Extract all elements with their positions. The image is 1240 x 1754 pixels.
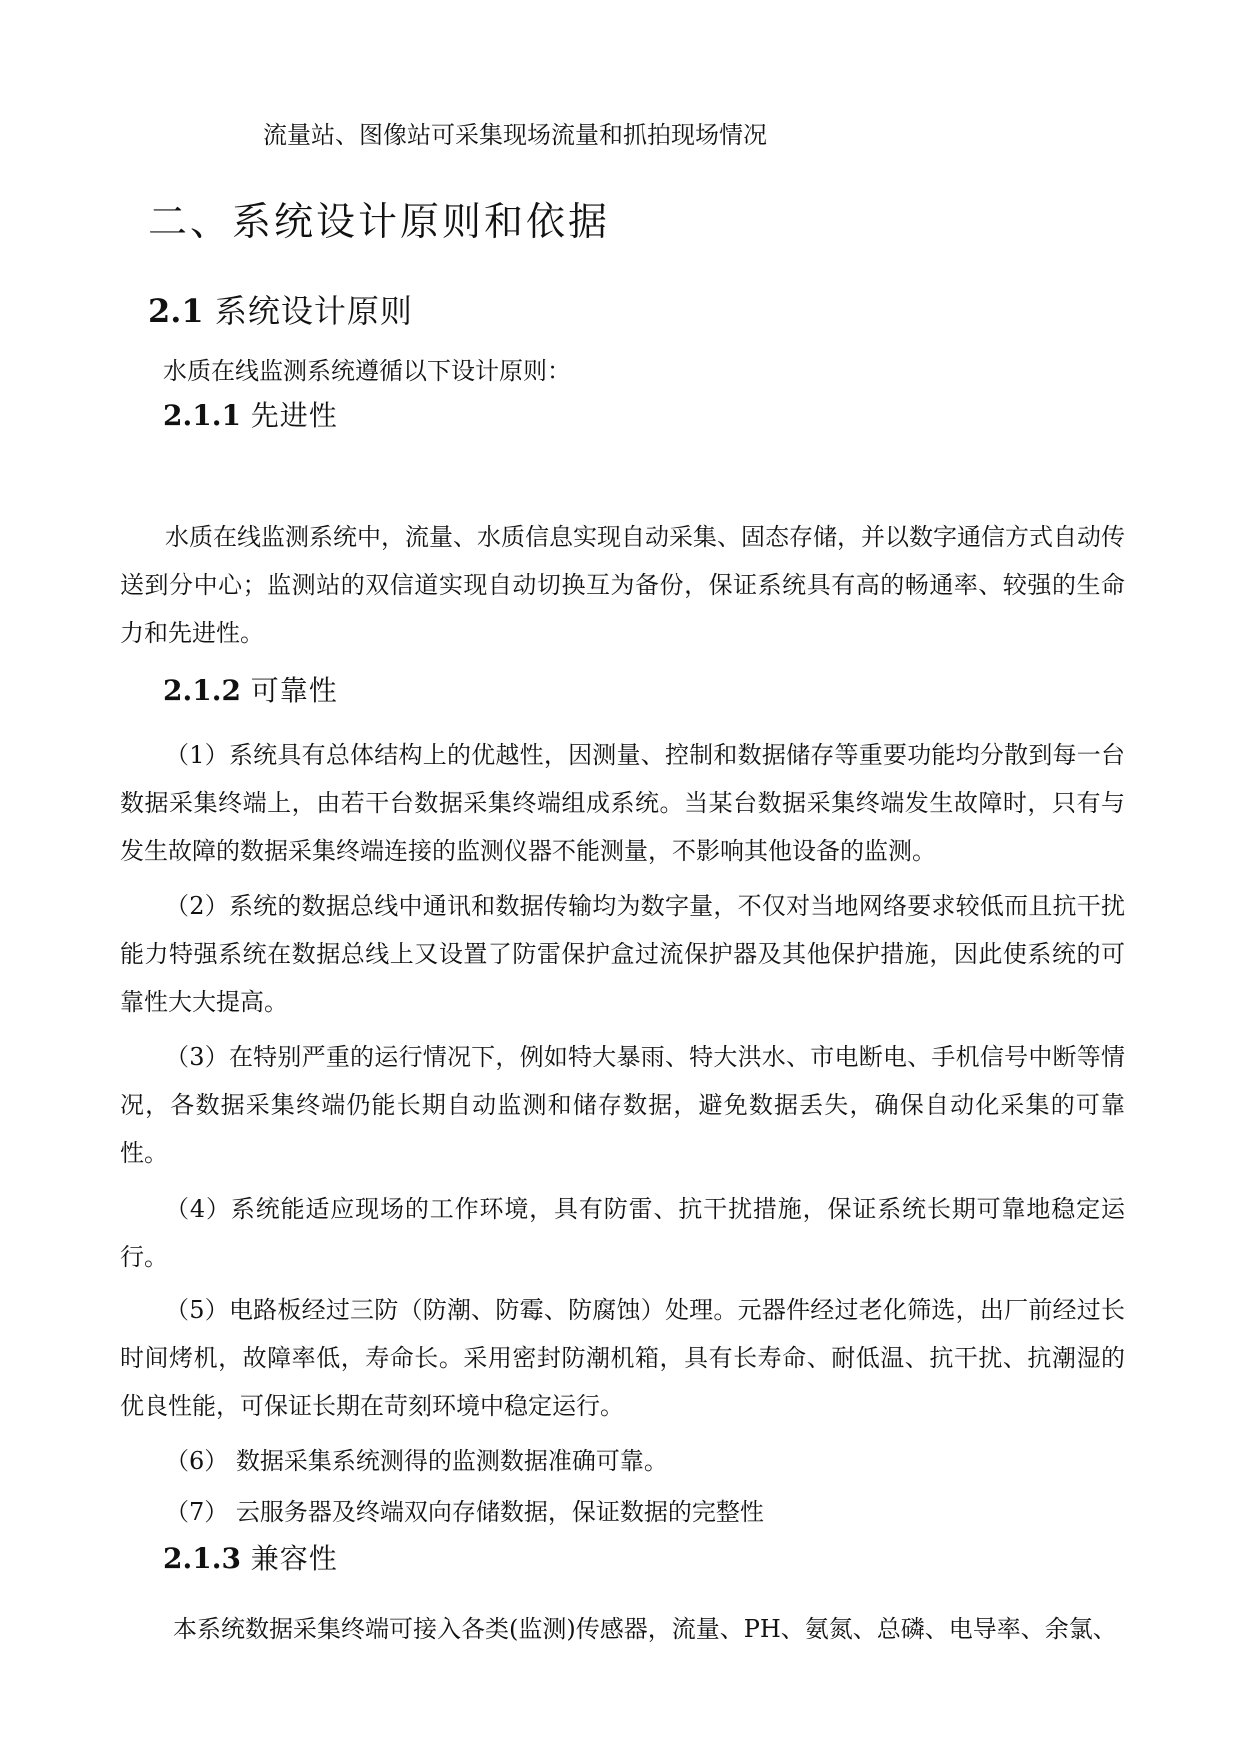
reliability-item-6: （6） 数据采集系统测得的监测数据准确可靠。 bbox=[165, 1447, 668, 1475]
heading-advanced bbox=[163, 396, 338, 436]
heading-compatibility-title: 兼容性 bbox=[250, 1542, 338, 1575]
reliability-item-3: （3）在特别严重的运行情况下，例如特大暴雨、特大洪水、市电断电、手机信号中断等情况，各数据采集终端仍能长期自动监测和储存数据，避免数据丢失，确保自动化采集的可靠性。 bbox=[120, 1043, 1125, 1167]
reliability-item-7: （7） 云服务器及终端双向存储数据，保证数据的完整性 bbox=[165, 1498, 764, 1526]
heading-compatibility-number: 2.1.3 bbox=[163, 1542, 241, 1575]
compatibility-paragraph: 本系统数据采集终端可接入各类(监测)传感器，流量、PH、氨氮、总磷、电导率、余氯、 bbox=[173, 1615, 1117, 1643]
reliability-item-5: （5）电路板经过三防（防潮、防霉、防腐蚀）处理。元器件经过老化筛选，出厂前经过长时间烤机，故障率低，寿命长。采用密封防潮机箱，具有长寿命、耐低温、抗干扰、抗潮湿的优良性能，可保证长期在苛刻环境中稳定运行。 bbox=[120, 1296, 1125, 1420]
reliability-item-4: （4）系统能适应现场的工作环境，具有防雷、抗干扰措施，保证系统长期可靠地稳定运行。 bbox=[120, 1195, 1125, 1271]
reliability-item-2: （2）系统的数据总线中通讯和数据传输均为数字量，不仅对当地网络要求较低而且抗干扰能力特强系统在数据总线上又设置了防雷保护盒过流保护器及其他保护措施，因此使系统的可靠性大大提高。 bbox=[120, 892, 1125, 1016]
heading-compatibility bbox=[163, 1539, 338, 1579]
heading-reliability-number: 2.1.2 bbox=[163, 674, 241, 707]
heading-advanced-title: 先进性 bbox=[250, 399, 338, 432]
subsection-number: 2.1 bbox=[148, 292, 204, 330]
top-line: 流量站、图像站可采集现场流量和抓拍现场情况 bbox=[263, 121, 767, 149]
section-title: 二、系统设计原则和依据 bbox=[148, 200, 611, 245]
heading-advanced-number: 2.1.1 bbox=[163, 399, 241, 432]
advanced-paragraph: 水质在线监测系统中，流量、水质信息实现自动采集、固态存储，并以数字通信方式自动传送到分中心；监测站的双信道实现自动切换互为备份，保证系统具有高的畅通率、较强的生命力和先进性。 bbox=[120, 523, 1125, 647]
subsection-title: 系统设计原则 bbox=[214, 292, 413, 330]
heading-reliability bbox=[163, 671, 338, 711]
intro-text: 水质在线监测系统遵循以下设计原则： bbox=[163, 357, 571, 385]
heading-reliability-title: 可靠性 bbox=[250, 674, 338, 707]
subsection-heading bbox=[148, 289, 413, 333]
reliability-item-1: （1）系统具有总体结构上的优越性，因测量、控制和数据储存等重要功能均分散到每一台数据采集终端上，由若干台数据采集终端组成系统。当某台数据采集终端发生故障时，只有与发生故障的数据采集终端连接的监测仪器不能测量，不影响其他设备的监测。 bbox=[120, 741, 1125, 865]
